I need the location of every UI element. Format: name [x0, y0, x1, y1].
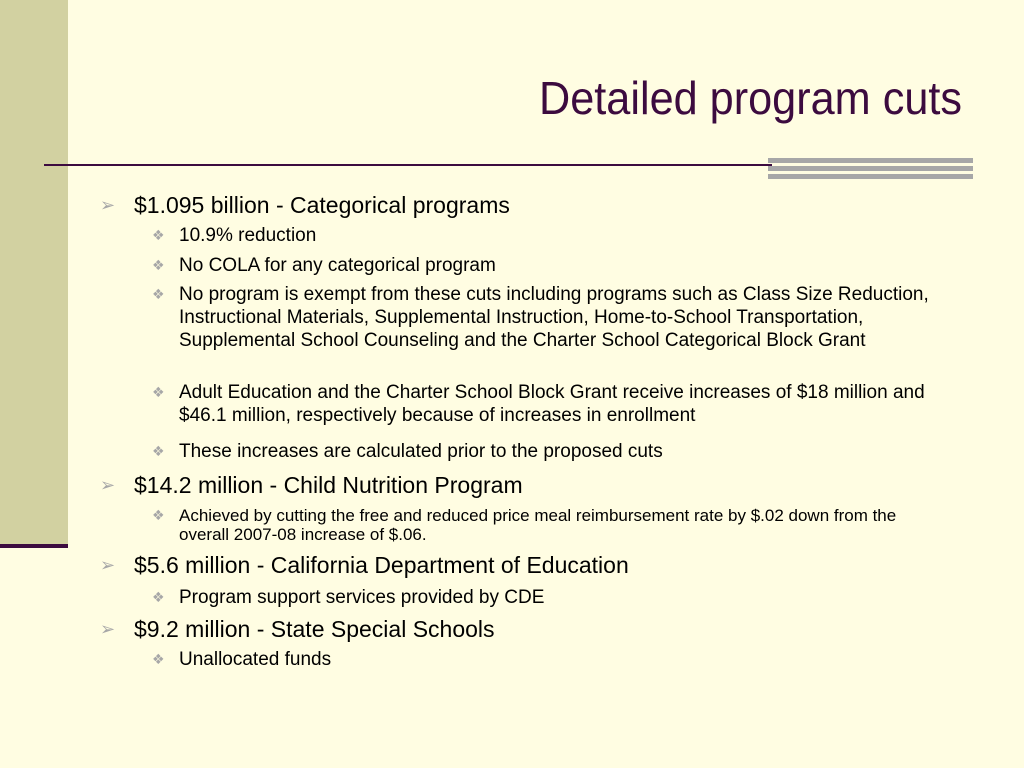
bullet-arrow-icon: ➢ — [100, 555, 116, 575]
bullet-item: $9.2 million - State Special Schools — [134, 616, 495, 642]
sub-bullet-diamond-icon: ❖ — [152, 286, 165, 302]
bullet-arrow-icon: ➢ — [100, 195, 116, 215]
bullet-arrow-icon: ➢ — [100, 619, 116, 639]
sub-bullet-item: No program is exempt from these cuts including programs such as Class Size Reduction, Instructional Materials, Supplemental Instruction, Home-to-School Transportation, Supplemental School Counseling and the Charter School Categorical Block Grant — [179, 284, 929, 351]
sub-bullet-diamond-icon: ❖ — [152, 507, 165, 523]
sub-bullet-diamond-icon: ❖ — [152, 443, 165, 459]
sub-bullet-item: No COLA for any categorical program — [179, 255, 496, 276]
bullet-item: $14.2 million - Child Nutrition Program — [134, 472, 523, 498]
sub-bullet-diamond-icon: ❖ — [152, 227, 165, 243]
sub-bullet-item: 10.9% reduction — [179, 225, 317, 246]
sub-bullet-diamond-icon: ❖ — [152, 257, 165, 273]
sub-bullet-item: These increases are calculated prior to the proposed cuts — [179, 441, 663, 462]
sub-bullet-item: Achieved by cutting the free and reduced price meal reimbursement rate by $.02 down from the overall 2007-08 increase of $.06. — [179, 506, 897, 544]
sub-bullet-diamond-icon: ❖ — [152, 384, 165, 400]
bullet-item: $5.6 million - California Department of Education — [134, 552, 629, 578]
slide-title: Detailed program cuts — [539, 72, 962, 124]
sub-bullet-diamond-icon: ❖ — [152, 589, 165, 605]
sub-bullet-diamond-icon: ❖ — [152, 651, 165, 667]
bullet-arrow-icon: ➢ — [100, 475, 116, 495]
sub-bullet-item: Unallocated funds — [179, 649, 332, 670]
sub-bullet-item: Adult Education and the Charter School Block Grant receive increases of $18 million and $46.1 million, respectively because of increases in enrollment — [179, 382, 925, 426]
bullet-item: $1.095 billion - Categorical programs — [134, 192, 510, 218]
sub-bullet-item: Program support services provided by CDE — [179, 587, 545, 608]
